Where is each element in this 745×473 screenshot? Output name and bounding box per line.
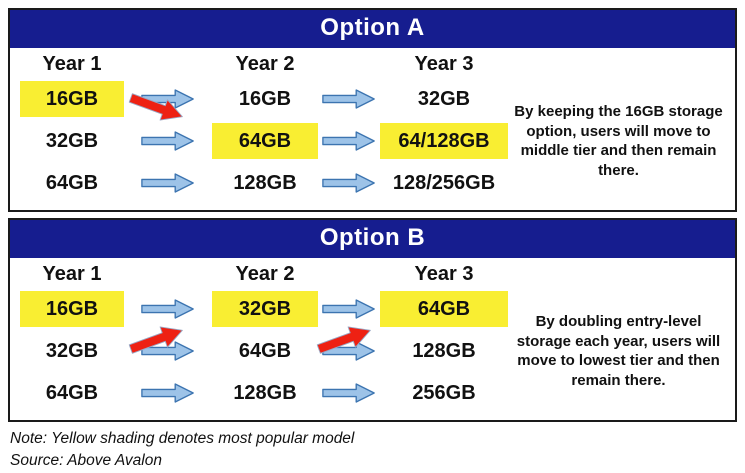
- year1-header: Year 1: [42, 262, 102, 285]
- storage-label: 128GB: [412, 339, 476, 362]
- storage-label: 32GB: [45, 339, 99, 362]
- storage-cell: [380, 78, 508, 120]
- storage-cell: [212, 120, 318, 162]
- option-a-year3-column: [380, 50, 508, 204]
- storage-cell: [212, 78, 318, 120]
- option-b-arrows-year1-year2: [124, 260, 212, 414]
- storage-cell: [212, 288, 318, 330]
- storage-cell: [212, 162, 318, 204]
- source-text: Source: Above Avalon: [10, 452, 162, 470]
- storage-cell: [20, 162, 124, 204]
- storage-label: 64GB: [238, 339, 292, 362]
- storage-label: 64GB: [212, 123, 318, 159]
- year3-header: Year 3: [414, 262, 474, 285]
- option-b-year3-column: [380, 260, 508, 414]
- year2-header: Year 2: [235, 52, 295, 75]
- storage-cell: [212, 372, 318, 414]
- option-a-body: [10, 48, 735, 210]
- storage-cell: [20, 330, 124, 372]
- storage-label: 64GB: [45, 171, 99, 194]
- storage-cell: [380, 120, 508, 162]
- option-b-year1-column: [20, 260, 124, 414]
- year1-header: Year 1: [42, 52, 102, 75]
- storage-label: 16GB: [20, 81, 124, 117]
- footer-notes: [8, 422, 737, 473]
- option-a-annotation: [508, 50, 729, 204]
- storage-label: 128/256GB: [392, 171, 496, 194]
- storage-label: 128GB: [233, 171, 297, 194]
- option-b-title: Option B: [10, 220, 735, 258]
- option-b-annotation: [508, 260, 729, 414]
- option-a-annotation-text: By keeping the 16GB storage option, users will move to middle tier and then remain there.: [514, 103, 723, 179]
- option-a-panel: [8, 8, 737, 212]
- option-a-arrows-year2-year3: [318, 50, 380, 204]
- option-a-arrows-year1-year2: [124, 50, 212, 204]
- blue-arrow-icon: [124, 162, 212, 204]
- storage-cell: [20, 78, 124, 120]
- storage-label: 32GB: [417, 87, 471, 110]
- option-a-year2-column: [212, 50, 318, 204]
- year2-header: Year 2: [235, 262, 295, 285]
- storage-label: 128GB: [233, 381, 297, 404]
- option-b-arrows-year2-year3: [318, 260, 380, 414]
- storage-cell: [380, 372, 508, 414]
- option-b-body: [10, 258, 735, 420]
- storage-cell: [212, 330, 318, 372]
- storage-cell: [20, 288, 124, 330]
- option-a-title: Option A: [10, 10, 735, 48]
- storage-cell: [380, 288, 508, 330]
- blue-arrow-icon: [124, 120, 212, 162]
- storage-cell: [20, 120, 124, 162]
- blue-arrow-icon: [124, 372, 212, 414]
- storage-label: 32GB: [45, 129, 99, 152]
- option-a-year1-column: [20, 50, 124, 204]
- storage-cell: [380, 162, 508, 204]
- storage-label: 64/128GB: [380, 123, 508, 159]
- option-b-year2-column: [212, 260, 318, 414]
- storage-cell: [20, 372, 124, 414]
- blue-arrow-icon: [318, 78, 380, 120]
- blue-arrow-icon: [318, 120, 380, 162]
- blue-arrow-icon: [318, 162, 380, 204]
- storage-label: 64GB: [45, 381, 99, 404]
- note-text: Note: Yellow shading denotes most popular model: [10, 430, 355, 447]
- storage-label: 16GB: [20, 291, 124, 327]
- storage-label: 64GB: [380, 291, 508, 327]
- storage-label: 16GB: [238, 87, 292, 110]
- storage-label: 32GB: [212, 291, 318, 327]
- year3-header: Year 3: [414, 52, 474, 75]
- option-b-panel: [8, 218, 737, 422]
- blue-arrow-icon: [318, 372, 380, 414]
- option-b-annotation-text: By doubling entry-level storage each year, users will move to lowest tier and then remain there.: [516, 313, 721, 389]
- storage-cell: [380, 330, 508, 372]
- storage-label: 256GB: [412, 381, 476, 404]
